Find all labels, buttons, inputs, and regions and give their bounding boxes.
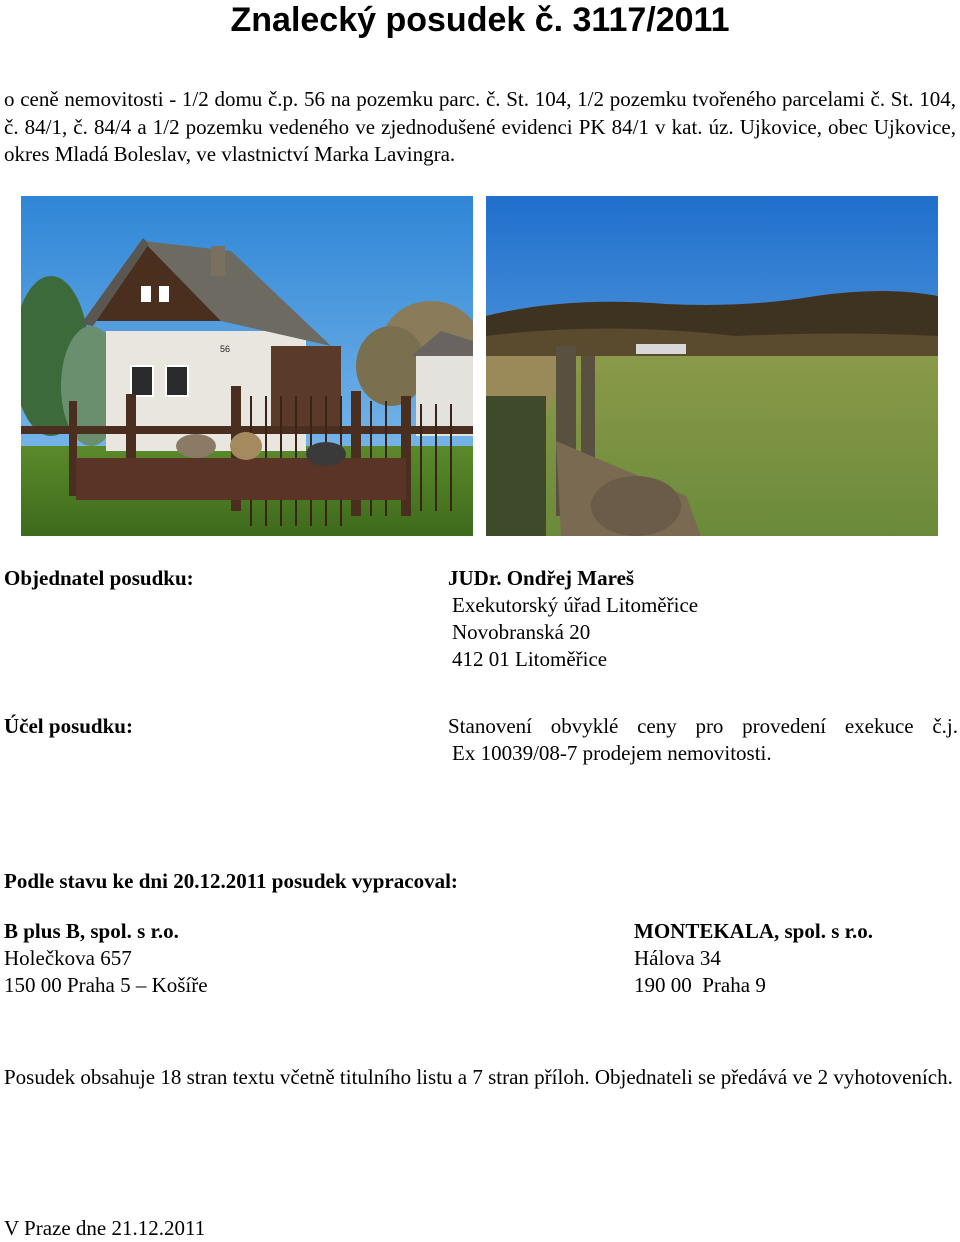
house-number-sign: 56 — [220, 344, 231, 354]
company1-name: B plus B, spol. s r.o. — [4, 919, 179, 943]
house-photo — [21, 196, 473, 536]
client-street: Novobranská 20 — [452, 620, 591, 644]
document-note: Posudek obsahuje 18 stran textu včetně titulního listu a 7 stran příloh. Objednateli se předává ve 2 vyhotoveních. — [4, 1065, 953, 1089]
company1-city: 150 00 Praha 5 – Košíře — [4, 973, 208, 997]
place-date: V Praze dne 21.12.2011 — [4, 1216, 206, 1240]
purpose-label: Účel posudku: — [4, 714, 133, 738]
field-photo — [486, 196, 938, 536]
document-title: Znalecký posudek č. 3117/2011 — [230, 1, 730, 39]
client-label: Objednatel posudku: — [4, 566, 194, 590]
company2-city: 190 00 Praha 9 — [634, 973, 766, 997]
company1-street: Holečkova 657 — [4, 946, 132, 970]
property-description: o ceně nemovitosti - 1/2 domu č.p. 56 na pozemku parc. č. St. 104, 1/2 pozemku tvořeného parcelami č. St. 104, č. 84/1, č. 84/4 a 1/2 pozemku vedeného ve zjednodušené evidenci PK 84/1 v kat. úz. Ujkovice, obec Ujkovice, okres Mladá Boleslav, ve vlastnictví Marka Lavingra. — [4, 87, 956, 166]
purpose-line-1: Stanovení obvyklé ceny pro provedení exekuce č.j. — [448, 714, 958, 738]
company2-street: Hálova 34 — [634, 946, 721, 970]
client-name: JUDr. Ondřej Mareš — [448, 566, 635, 590]
client-city: 412 01 Litoměřice — [452, 647, 608, 671]
client-office: Exekutorský úřad Litoměřice — [452, 593, 699, 617]
company2-name: MONTEKALA, spol. s r.o. — [634, 919, 874, 943]
purpose-line-2: Ex 10039/08-7 prodejem nemovitosti. — [452, 741, 772, 765]
prepared-heading: Podle stavu ke dni 20.12.2011 posudek vypracoval: — [4, 869, 458, 893]
